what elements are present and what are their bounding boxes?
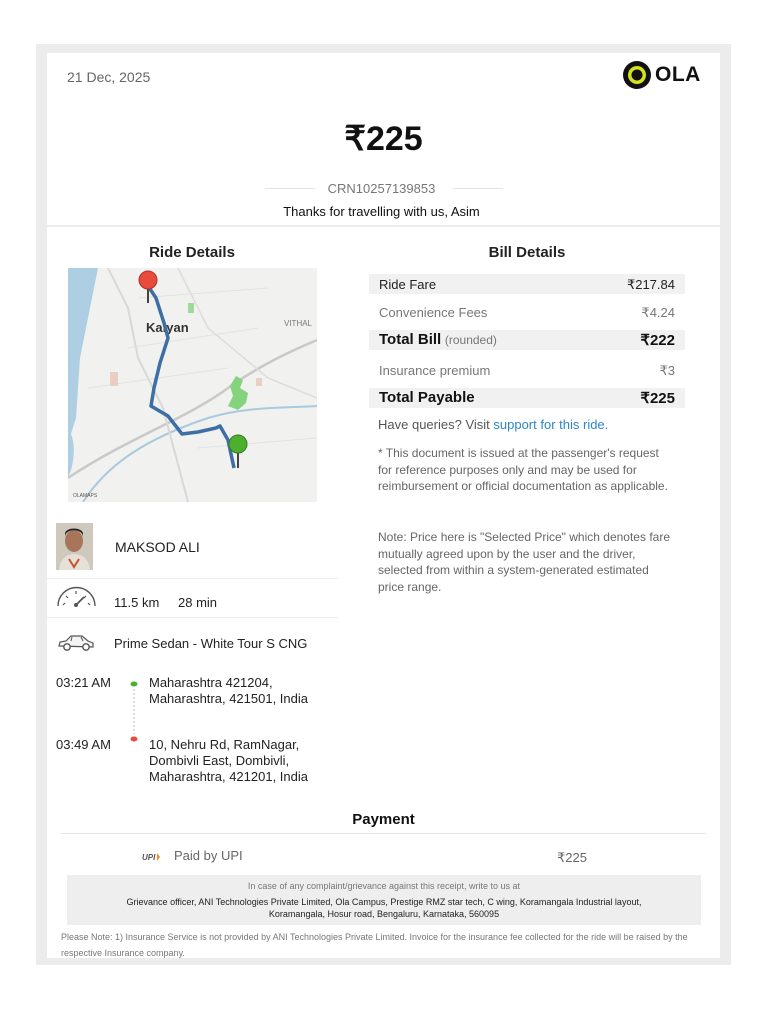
bill-row-convenience (369, 302, 685, 322)
payment-title: Payment (352, 811, 415, 828)
timeline-connector (129, 680, 139, 744)
header-divider (47, 225, 720, 227)
payment-divider (61, 833, 706, 834)
ola-logo (622, 60, 704, 90)
drop-dot-icon (131, 737, 138, 742)
upi-logo-graphic (142, 851, 162, 863)
stats-divider (47, 617, 338, 618)
total-bill-value: ₹222 (640, 332, 675, 349)
total-payable-value: ₹225 (640, 390, 675, 407)
drop-address: 10, Nehru Rd, RamNagar, Dombivli East, Dombivli, Maharashtra, 421201, India (149, 737, 308, 784)
ola-wordmark: OLA (655, 63, 701, 86)
receipt-frame (36, 44, 731, 965)
bill-row-ride-fare (369, 274, 685, 294)
queries-prefix: Have queries? Visit (378, 417, 490, 432)
pickup-address: Maharashtra 421204, Maharashtra, 421501, India (149, 675, 308, 706)
pickup-time: 03:21 AM (56, 675, 111, 690)
trip-duration: 28 min (178, 595, 218, 610)
driver-name: MAKSOD ALI (115, 539, 200, 555)
convenience-fee-label: Convenience Fees (379, 305, 488, 320)
bill-row-total-bill (369, 330, 685, 350)
map-credit: OLAMAPS (73, 493, 98, 499)
pickup-dot-icon (131, 682, 138, 687)
driver-photo-image (56, 523, 93, 570)
support-queries (378, 417, 608, 432)
bill-row-total-payable (369, 388, 685, 408)
receipt-card (47, 53, 720, 958)
insurance-label: Insurance premium (379, 363, 491, 378)
route-map[interactable] (68, 268, 317, 502)
total-payable-label: Total Payable (379, 389, 475, 406)
route-map-graphic (68, 268, 317, 502)
receipt-date: 21 Dec, 2025 (67, 69, 151, 85)
upi-icon (142, 850, 162, 862)
disclaimer-text: * This document is issued at the passenger's request for reference purposes only and may be used for reimbursement or official documentation as applicable. (378, 446, 668, 493)
map-label-city: Kalyan (146, 320, 189, 335)
convenience-fee-value: ₹4.24 (641, 305, 675, 320)
insurance-footer-note: Please Note: 1) Insurance Service is not provided by ANI Technologies Private Limited. Invoice for the insurance fee collected for the ride will be raised by the respective Insurance company. (61, 932, 688, 958)
total-bill-rounded-note: (rounded) (444, 333, 497, 347)
map-label-area: VITHAL (284, 319, 313, 328)
driver-avatar (56, 523, 93, 570)
grievance-box (67, 875, 701, 925)
payment-method: Paid by UPI (174, 848, 243, 863)
trip-distance: 11.5 km (114, 595, 160, 610)
bill-details-title: Bill Details (488, 244, 566, 261)
thanks-message: Thanks for travelling with us, Asim (283, 204, 480, 219)
grievance-address: Grievance officer, ANI Technologies Private Limited, Ola Campus, Prestige RMZ star tech, C wing, Koramangala Industrial layout, Koramangala, Hosur road, Bengaluru, Karnataka, 560095 (126, 897, 642, 919)
drop-time: 03:49 AM (56, 737, 111, 752)
crn-number: CRN10257139853 (327, 181, 436, 196)
upi-logo-text: UPI (142, 853, 156, 862)
total-bill-label-group (379, 331, 497, 348)
ride-details-title: Ride Details (149, 244, 235, 261)
insurance-value: ₹3 (659, 363, 675, 378)
total-bill-label: Total Bill (379, 331, 442, 348)
speedometer-icon (55, 586, 98, 608)
car-icon (57, 633, 95, 652)
support-link[interactable]: support for this ride. (493, 417, 609, 432)
ride-fare-value: ₹217.84 (626, 277, 675, 292)
total-amount: ₹225 (344, 120, 423, 158)
car-model: Prime Sedan - White Tour S CNG (114, 636, 308, 651)
ola-logo-icon (622, 60, 652, 90)
grievance-intro: In case of any complaint/grievance against this receipt, write to us at (247, 881, 521, 891)
driver-divider (47, 578, 338, 579)
price-note-text: Note: Price here is "Selected Price" which denotes fare mutually agreed upon by the user and the driver, selected from within a system-generated estimated price range. (378, 530, 670, 594)
payment-amount: ₹225 (557, 850, 587, 865)
bill-row-insurance (369, 360, 685, 380)
ride-fare-label: Ride Fare (379, 277, 437, 292)
